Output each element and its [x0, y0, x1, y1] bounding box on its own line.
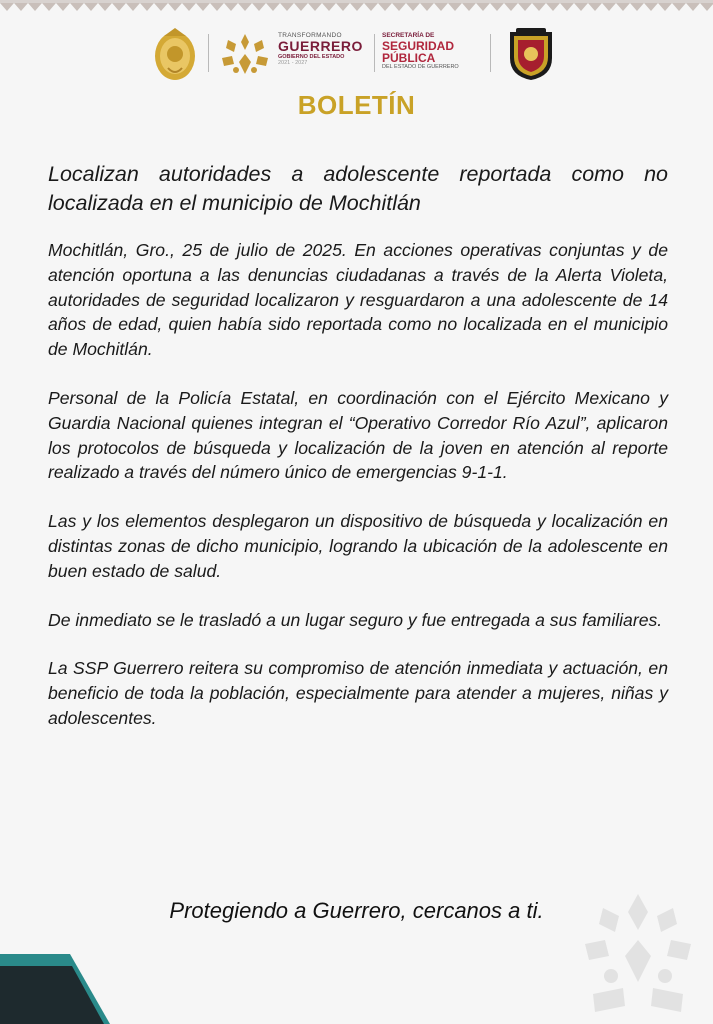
guerrero-government-logo [218, 26, 368, 82]
headline: Localizan autoridades a adolescente reportada como no localizada en el municipio de Mochitlán [48, 162, 668, 215]
header-logos [0, 22, 713, 86]
zigzag-tooth [462, 3, 476, 11]
zigzag-tooth [154, 3, 168, 11]
state-seal-logo [150, 24, 200, 84]
zigzag-tooth [406, 3, 420, 11]
zigzag-tooth [700, 3, 713, 11]
zigzag-tooth [504, 3, 518, 11]
zigzag-tooth [210, 3, 224, 11]
zigzag-tooth [266, 3, 280, 11]
zigzag-tooth [630, 3, 644, 11]
zigzag-tooth [308, 3, 322, 11]
zigzag-tooth [238, 3, 252, 11]
paragraph: Mochitlán, Gro., 25 de julio de 2025. En acciones operativas conjuntas y de atención oportuna a las denuncias ciudadanas a través de la Alerta Violeta, autoridades de seguridad localizaron y resguardaron a una adolescente de 14 años de edad, quien había sido reportada como no localizada en el municipio de Mochitlán. [48, 240, 668, 360]
zigzag-tooth [322, 3, 336, 11]
zigzag-tooth [84, 3, 98, 11]
bulletin-title: BOLETÍN [297, 90, 416, 120]
zigzag-tooth [672, 3, 686, 11]
guerrero-subtitle: GOBIERNO DEL ESTADO [278, 54, 345, 60]
zigzag-tooth [518, 3, 532, 11]
zigzag-tooth [560, 3, 574, 11]
ssp-badge-shield-icon [502, 26, 560, 82]
zigzag-tooth [350, 3, 364, 11]
paragraph: Personal de la Policía Estatal, en coordinación con el Ejército Mexicano y Guardia Nacional quienes integran el “Operativo Corredor Río Azul”, aplicaron los protocolos de búsqueda y localización de la joven en atención al reporte realizado a través del número único de emergencias 9-1-1. [48, 387, 668, 483]
zigzag-tooth [392, 3, 406, 11]
ssp-logo [382, 32, 482, 78]
header-divider [208, 34, 209, 72]
ssp-line1: SECRETARÍA DE [382, 32, 435, 39]
zigzag-tooth [546, 3, 560, 11]
zigzag-tooth [14, 3, 28, 11]
zigzag-tooth [602, 3, 616, 11]
zigzag-tooth [588, 3, 602, 11]
floral-watermark-icon [563, 884, 713, 1024]
zigzag-tooth [112, 3, 126, 11]
zigzag-tooth [196, 3, 210, 11]
zigzag-tooth [616, 3, 630, 11]
header-divider [374, 34, 375, 72]
zigzag-tooth [252, 3, 266, 11]
zigzag-tooth [0, 3, 14, 11]
ssp-line4: DEL ESTADO DE GUERRERO [382, 64, 459, 70]
zigzag-tooth [70, 3, 84, 11]
zigzag-tooth [686, 3, 700, 11]
zigzag-tooth [224, 3, 238, 11]
corner-stripes-decoration [0, 944, 130, 1024]
top-zigzag-border [0, 0, 713, 14]
header-divider [490, 34, 491, 72]
zigzag-tooth [182, 3, 196, 11]
zigzag-tooth [140, 3, 154, 11]
zigzag-tooth [532, 3, 546, 11]
zigzag-tooth [420, 3, 434, 11]
paragraph: La SSP Guerrero reitera su compromiso de atención inmediata y actuación, en beneficio de toda la población, especialmente para atender a mujeres, niñas y adolescentes. [48, 658, 668, 728]
zigzag-tooth [126, 3, 140, 11]
guerrero-floral-icon [218, 30, 272, 78]
paragraph: De inmediato se le trasladó a un lugar seguro y fue entregada a sus familiares. [48, 609, 663, 630]
zigzag-tooth [434, 3, 448, 11]
zigzag-tooth [658, 3, 672, 11]
zigzag-tooth [336, 3, 350, 11]
bulletin-body [48, 160, 668, 755]
zigzag-tooth [56, 3, 70, 11]
zigzag-tooth [490, 3, 504, 11]
zigzag-tooth [294, 3, 308, 11]
zigzag-tooth [28, 3, 42, 11]
ssp-line2: SEGURIDAD [382, 39, 455, 53]
zigzag-tooth [574, 3, 588, 11]
guerrero-name: GUERRERO [278, 38, 363, 54]
zigzag-tooth [364, 3, 378, 11]
paragraph: Las y los elementos desplegaron un dispositivo de búsqueda y localización en distintas zonas de dicho municipio, logrando la ubicación de la adolescente en buen estado de salud. [48, 511, 668, 581]
zigzag-tooth [476, 3, 490, 11]
zigzag-tooth [448, 3, 462, 11]
zigzag-tooth [378, 3, 392, 11]
ssp-line3: PÚBLICA [382, 51, 436, 65]
guerrero-years: 2021 - 2027 [278, 60, 308, 66]
zigzag-tooth [42, 3, 56, 11]
guerrero-tagline: TRANSFORMANDO [278, 32, 342, 39]
zigzag-tooth [98, 3, 112, 11]
zigzag-tooth [280, 3, 294, 11]
zigzag-tooth [168, 3, 182, 11]
zigzag-tooth [644, 3, 658, 11]
slogan: Protegiendo a Guerrero, cercanos a ti. [169, 898, 544, 923]
